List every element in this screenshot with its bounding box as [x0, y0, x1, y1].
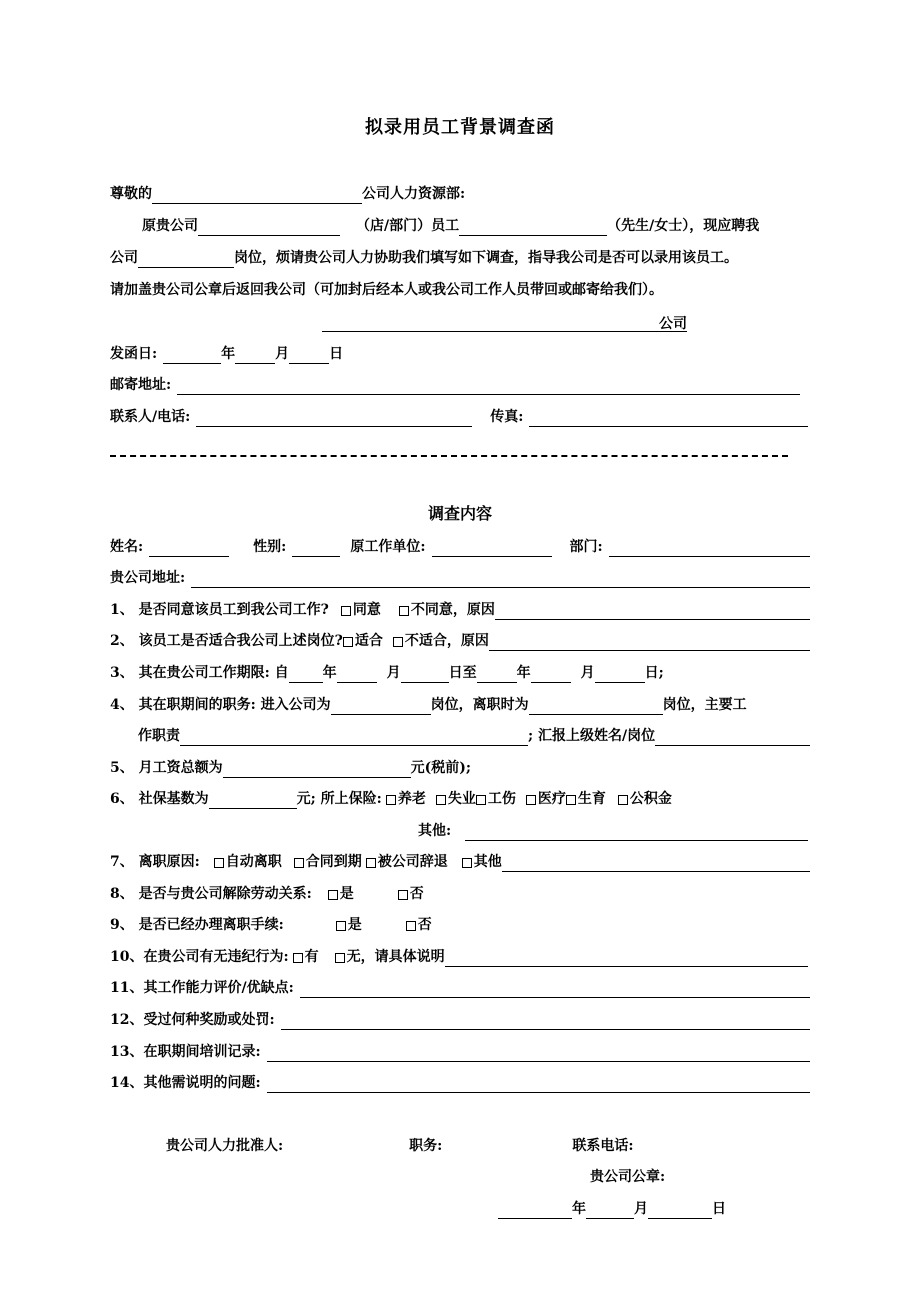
rewards-penalties-field[interactable]	[281, 1012, 810, 1030]
fax-field[interactable]	[529, 409, 808, 427]
start-day-field[interactable]	[401, 665, 449, 683]
question-3: 3、 其在贵公司工作期限: 自 年 月 日至 年 月 日;	[110, 665, 664, 681]
question-6-other: 其他:	[418, 821, 808, 841]
footer-month-field[interactable]	[586, 1201, 634, 1219]
disagree-reason-field[interactable]	[495, 602, 810, 620]
unsuitable-reason-field[interactable]	[489, 633, 810, 651]
other-notes-field[interactable]	[267, 1075, 810, 1093]
question-9: 9、 是否已经办理离职手续: 是 否	[110, 917, 432, 933]
footer-year-field[interactable]	[498, 1201, 572, 1219]
sender-company-field[interactable]: 公司	[322, 314, 687, 332]
letter-paragraph-line-1: 原贵公司 （店/部门）员工 （先生/女士），现应聘我	[142, 218, 760, 234]
monthly-salary-field[interactable]	[223, 760, 411, 778]
end-year-field[interactable]	[477, 665, 517, 683]
mail-address-row: 邮寄地址:	[110, 375, 800, 395]
company-seal-label: 贵公司公章:	[590, 1169, 666, 1185]
social-security-base-field[interactable]	[209, 791, 297, 809]
contract-expired-checkbox[interactable]	[294, 858, 304, 868]
other-reason-field[interactable]	[502, 854, 810, 872]
disagree-checkbox[interactable]	[399, 606, 409, 616]
company-address-field[interactable]	[191, 570, 810, 588]
resigned-checkbox[interactable]	[214, 858, 224, 868]
letter-paragraph-line-3: 请加盖贵公司公章后返回我公司（可加封后经本人或我公司工作人员带回或邮寄给我们）。	[110, 282, 663, 298]
send-date-month-field[interactable]	[235, 346, 275, 364]
leaving-position-field[interactable]	[529, 697, 663, 715]
question-7: 7、 离职原因: 自动离职 合同到期 被公司辞退 其他	[110, 852, 810, 872]
violation-yes-checkbox[interactable]	[293, 953, 303, 963]
question-2: 2、 该员工是否适合我公司上述岗位? 适合 不适合，原因	[110, 631, 810, 651]
cut-line-divider	[110, 455, 788, 457]
start-month-field[interactable]	[337, 665, 377, 683]
performance-evaluation-field[interactable]	[300, 980, 810, 998]
question-4-line-1: 4、 其在职期间的职务: 进入公司为 岗位，离职时为 岗位，主要工	[110, 697, 747, 713]
other-reason-checkbox[interactable]	[462, 858, 472, 868]
pension-checkbox[interactable]	[386, 795, 396, 805]
send-date-day-field[interactable]	[289, 346, 329, 364]
applied-position-field[interactable]	[138, 250, 234, 268]
end-month-field[interactable]	[531, 665, 571, 683]
basic-info-row: 姓名: 性别: 原工作单位: 部门:	[110, 537, 810, 557]
salutation-row: 尊敬的 公司人力资源部:	[110, 186, 466, 202]
maternity-checkbox[interactable]	[566, 795, 576, 805]
name-field[interactable]	[149, 539, 229, 557]
job-duties-field[interactable]	[180, 728, 528, 746]
footer-day-field[interactable]	[648, 1201, 712, 1219]
letter-paragraph-line-2: 公司 岗位，烦请贵公司人力协助我们填写如下调查，指导我公司是否可以录用该员工。	[110, 250, 738, 266]
question-11: 11、其工作能力评价/优缺点:	[110, 978, 810, 998]
company-name-field[interactable]	[152, 186, 362, 204]
entry-position-field[interactable]	[331, 697, 431, 715]
gender-field[interactable]	[292, 539, 340, 557]
question-13: 13、在职期间培训记录:	[110, 1042, 810, 1062]
violation-details-field[interactable]	[445, 949, 808, 967]
survey-heading: 调查内容	[427, 504, 492, 523]
end-day-field[interactable]	[595, 665, 645, 683]
procedures-yes-checkbox[interactable]	[336, 921, 346, 931]
question-12: 12、受过何种奖励或处罚:	[110, 1010, 810, 1030]
former-unit-field[interactable]	[432, 539, 552, 557]
housing-fund-checkbox[interactable]	[618, 795, 628, 805]
company-address-row: 贵公司地址:	[110, 568, 810, 588]
sender-company-row	[110, 312, 810, 332]
medical-checkbox[interactable]	[526, 795, 536, 805]
page-title: 拟录用员工背景调查函	[365, 117, 555, 138]
agree-checkbox[interactable]	[341, 606, 351, 616]
other-insurance-field[interactable]	[465, 823, 808, 841]
suitable-checkbox[interactable]	[343, 637, 353, 647]
question-4-line-2: 作职责 ; 汇报上级姓名/岗位	[138, 726, 810, 746]
seal-row	[590, 1167, 710, 1187]
phone-label: 联系电话:	[572, 1138, 634, 1154]
contact-phone-field[interactable]	[196, 409, 472, 427]
unsuitable-checkbox[interactable]	[393, 637, 403, 647]
department-field[interactable]	[609, 539, 810, 557]
training-records-field[interactable]	[267, 1044, 810, 1062]
signature-row	[166, 1136, 686, 1156]
approver-label: 贵公司人力批准人:	[166, 1138, 284, 1154]
send-date-year-field[interactable]	[163, 346, 221, 364]
unemployment-checkbox[interactable]	[436, 795, 446, 805]
footer-date-row: 年 月 日	[498, 1199, 758, 1219]
question-1: 1、 是否同意该员工到我公司工作? 同意 不同意，原因	[110, 600, 810, 620]
terminated-no-checkbox[interactable]	[398, 890, 408, 900]
violation-no-checkbox[interactable]	[335, 953, 345, 963]
position-label: 职务:	[409, 1138, 443, 1154]
mail-address-field[interactable]	[177, 377, 800, 395]
send-date-row: 发函日: 年 月 日	[110, 346, 344, 362]
question-14: 14、其他需说明的问题:	[110, 1073, 810, 1093]
question-8: 8、 是否与贵公司解除劳动关系: 是 否	[110, 886, 424, 902]
question-10: 10、在贵公司有无违纪行为: 有 无，请具体说明	[110, 947, 808, 967]
question-6: 6、 社保基数为 元; 所上保险: 养老 失业 工伤 医疗 生育 公积金	[110, 791, 672, 807]
former-company-field[interactable]	[198, 218, 340, 236]
dismissed-checkbox[interactable]	[366, 858, 376, 868]
supervisor-field[interactable]	[655, 728, 810, 746]
contact-row: 联系人/电话: 传真:	[110, 407, 808, 427]
employee-name-field[interactable]	[459, 218, 607, 236]
work-injury-checkbox[interactable]	[476, 795, 486, 805]
start-year-field[interactable]	[289, 665, 323, 683]
question-5: 5、 月工资总额为 元(税前);	[110, 760, 472, 776]
procedures-no-checkbox[interactable]	[406, 921, 416, 931]
terminated-yes-checkbox[interactable]	[328, 890, 338, 900]
